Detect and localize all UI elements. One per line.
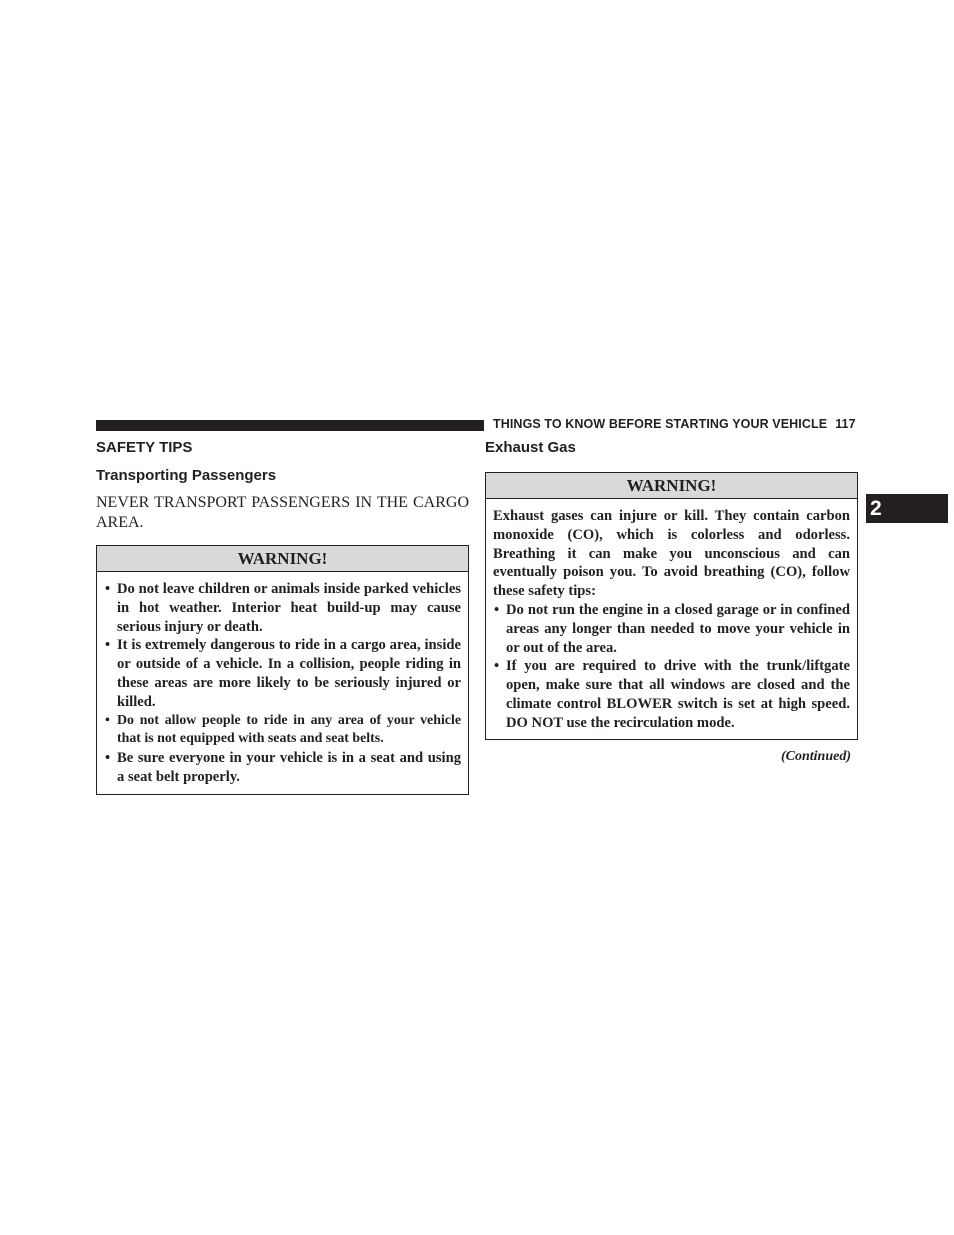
chapter-tab: 2: [866, 494, 948, 523]
list-item: • If you are required to drive with the trunk/liftgate open, make sure that all windows are closed and the climate control BLOWER switch is set at high speed. DO NOT use the recirculation mode.: [494, 658, 850, 731]
body-paragraph: NEVER TRANSPORT PASSENGERS IN THE CARGO AREA.: [96, 494, 469, 531]
warning-box-exhaust: [485, 472, 858, 740]
bullet-icon: •: [494, 601, 500, 618]
warning-list: [104, 580, 461, 787]
subheading-transporting-passengers: Transporting Passengers: [96, 467, 277, 484]
section-title: THINGS TO KNOW BEFORE STARTING YOUR VEHICLE: [493, 417, 828, 431]
page-number: 117: [835, 417, 856, 431]
continued-note: (Continued): [780, 749, 851, 764]
bullet-icon: •: [494, 658, 500, 675]
warning-title: WARNING!: [97, 546, 468, 572]
bullet-icon: •: [105, 581, 111, 597]
warning-intro: Exhaust gases can injure or kill. They contain carbon monoxide (CO), which is colorless and odorless. Breathing it can make you unconscious and can eventually poison you. To avoid breathing (CO), follow these safety tips:: [493, 508, 850, 600]
warning-title: WARNING!: [486, 473, 857, 499]
bullet-icon: •: [105, 712, 110, 728]
list-item: • Do not allow people to ride in any area of your vehicle that is not equipped with seats and seat belts.: [105, 712, 461, 747]
warning-box-passengers: [96, 545, 469, 795]
header-rule: [96, 420, 484, 431]
warning-body: [486, 499, 857, 733]
warning-list: [493, 601, 850, 733]
bullet-icon: •: [105, 637, 111, 654]
list-item: • Do not leave children or animals inside parked vehicles in hot weather. Interior heat build-up may cause serious injury or death.: [105, 581, 461, 635]
list-item: • Be sure everyone in your vehicle is in a seat and using a seat belt properly.: [105, 750, 461, 785]
running-header: [493, 417, 858, 431]
section-heading: SAFETY TIPS: [96, 439, 193, 456]
list-item: • Do not run the engine in a closed garage or in confined areas any longer than needed to move your vehicle in or out of the area.: [494, 601, 850, 656]
list-item: • It is extremely dangerous to ride in a cargo area, inside or outside of a vehicle. In a collision, people riding in these areas are more likely to be seriously injured or killed.: [105, 637, 461, 710]
bullet-icon: •: [105, 750, 111, 767]
subheading-exhaust-gas: Exhaust Gas: [485, 439, 576, 456]
warning-body: [97, 572, 468, 787]
